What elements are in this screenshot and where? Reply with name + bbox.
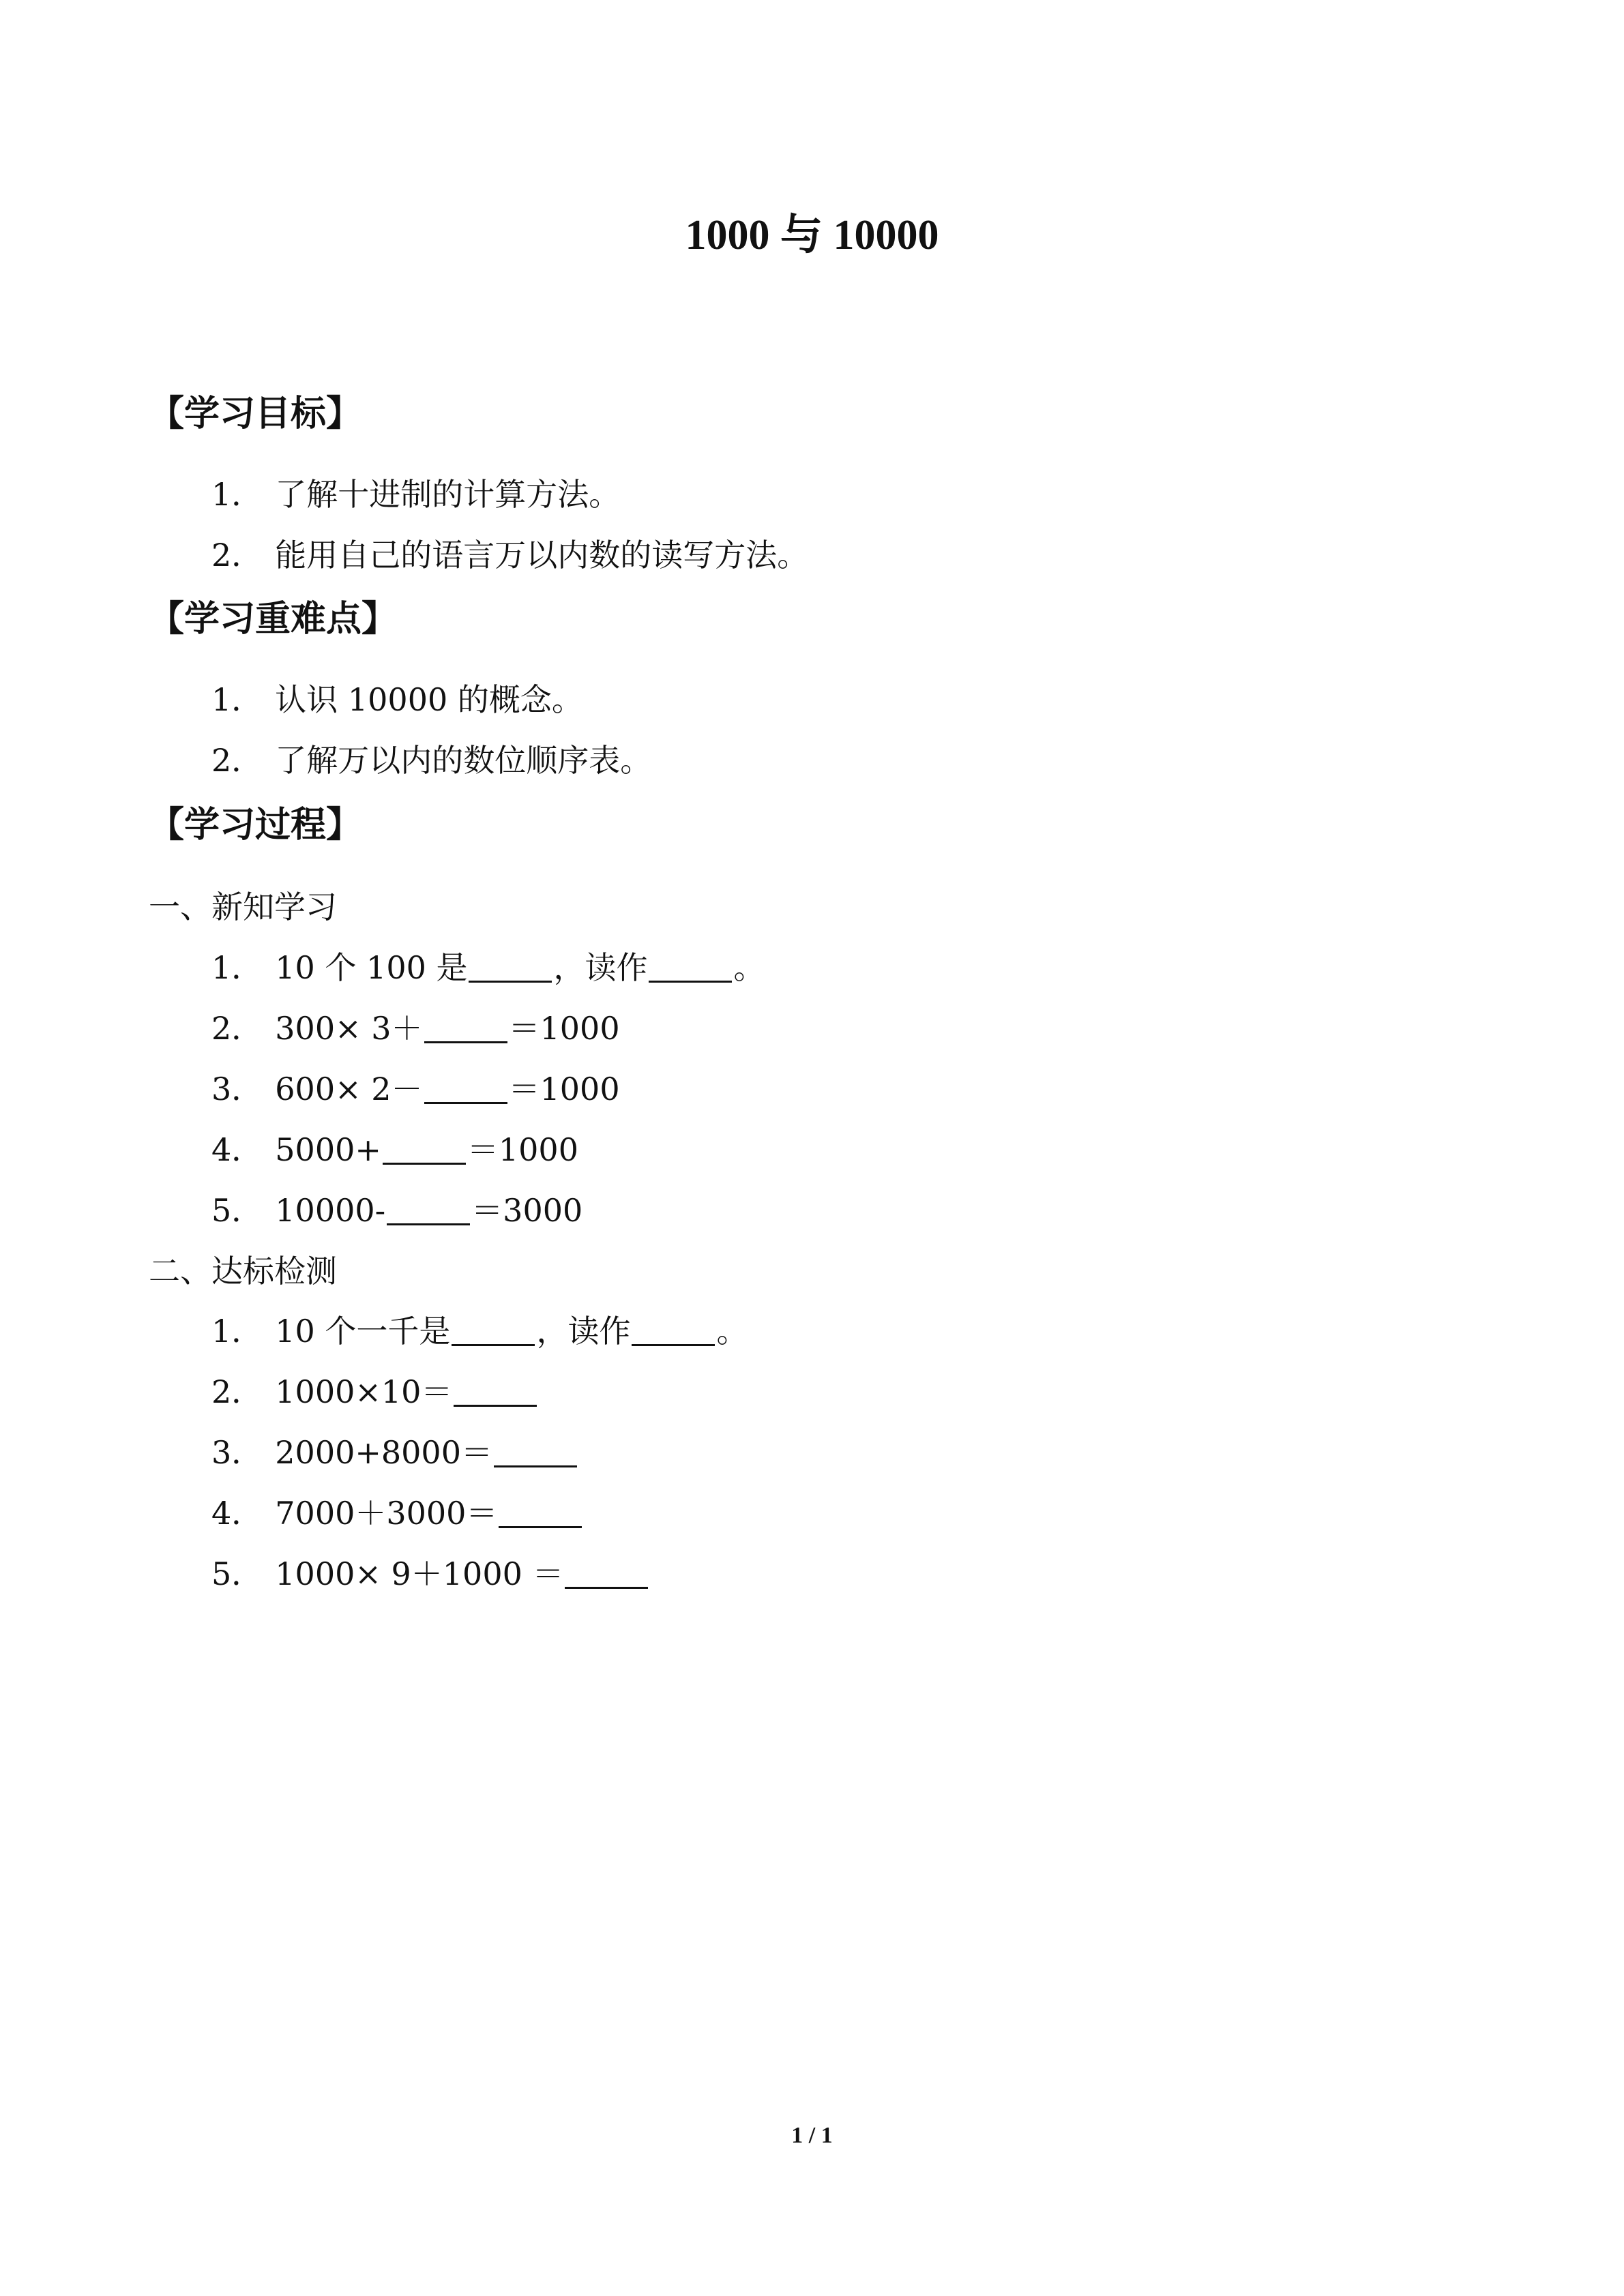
item-number: 1． bbox=[211, 949, 263, 986]
item-text: ＝1000 bbox=[508, 1071, 620, 1107]
section-heading-process: 【学习过程】 bbox=[149, 805, 362, 846]
answer-blank[interactable] bbox=[649, 951, 732, 983]
section-heading-goals: 【学习目标】 bbox=[149, 393, 362, 434]
item-text: 2000+8000＝ bbox=[275, 1434, 492, 1471]
item-text: ，读作 bbox=[553, 949, 648, 986]
item-number: 2． bbox=[211, 1373, 263, 1410]
item-text: ＝1000 bbox=[467, 1131, 578, 1168]
item-text: 了解十进制的计算方法。 bbox=[275, 476, 621, 513]
answer-blank[interactable] bbox=[424, 1072, 507, 1104]
section-heading-key-points: 【学习重难点】 bbox=[149, 599, 398, 640]
exercise-item bbox=[211, 1553, 649, 1594]
item-text: 1000× 9＋1000 ＝ bbox=[275, 1555, 564, 1592]
item-text: 。 bbox=[716, 1313, 748, 1350]
goal-item-2 bbox=[211, 535, 808, 576]
exercise-item bbox=[211, 947, 765, 988]
goal-item-1 bbox=[211, 474, 620, 515]
key-point-item-2 bbox=[211, 740, 651, 781]
exercise-item bbox=[211, 1069, 620, 1109]
item-text: 能用自己的语言万以内数的读写方法。 bbox=[275, 537, 809, 573]
part-heading-assessment: 二、达标检测 bbox=[149, 1253, 337, 1289]
item-text: 。 bbox=[733, 949, 765, 986]
item-text: ，读作 bbox=[536, 1313, 631, 1350]
item-text: 600× 2－ bbox=[275, 1071, 423, 1107]
document-title: 1000 与 10000 bbox=[685, 212, 939, 258]
item-number: 4． bbox=[211, 1131, 263, 1168]
item-number: 1． bbox=[211, 476, 263, 513]
answer-blank[interactable] bbox=[632, 1314, 715, 1346]
answer-blank[interactable] bbox=[454, 1375, 537, 1407]
exercise-item bbox=[211, 1190, 582, 1231]
exercise-item bbox=[211, 1129, 578, 1170]
answer-blank[interactable] bbox=[383, 1133, 466, 1165]
item-number: 1． bbox=[211, 1313, 263, 1350]
item-number: 5． bbox=[211, 1192, 263, 1229]
item-text: 5000+ bbox=[275, 1131, 381, 1168]
item-number: 5． bbox=[211, 1555, 263, 1592]
item-text: 10000- bbox=[275, 1192, 386, 1229]
item-text: 认识 10000 的概念。 bbox=[275, 681, 583, 718]
item-number: 3． bbox=[211, 1071, 263, 1107]
item-number: 4． bbox=[211, 1495, 263, 1532]
answer-blank[interactable] bbox=[452, 1314, 535, 1346]
answer-blank[interactable] bbox=[565, 1557, 648, 1589]
answer-blank[interactable] bbox=[424, 1011, 507, 1043]
item-text: 300× 3＋ bbox=[275, 1010, 423, 1047]
page-number: 1 / 1 bbox=[791, 2123, 833, 2148]
item-number: 2． bbox=[211, 1010, 263, 1047]
item-text: 1000×10＝ bbox=[275, 1373, 453, 1410]
item-text: ＝1000 bbox=[508, 1010, 620, 1047]
item-text: ＝3000 bbox=[471, 1192, 583, 1229]
answer-blank[interactable] bbox=[494, 1435, 577, 1467]
answer-blank[interactable] bbox=[469, 951, 552, 983]
exercise-item bbox=[211, 1493, 583, 1534]
item-text: 7000＋3000＝ bbox=[275, 1495, 498, 1532]
exercise-item bbox=[211, 1432, 578, 1473]
exercise-item bbox=[211, 1371, 538, 1412]
part-heading-new-knowledge: 一、新知学习 bbox=[149, 889, 337, 925]
answer-blank[interactable] bbox=[499, 1496, 582, 1528]
exercise-item bbox=[211, 1008, 620, 1049]
item-number: 1． bbox=[211, 681, 263, 718]
item-text: 10 个一千是 bbox=[275, 1313, 451, 1350]
exercise-item bbox=[211, 1311, 748, 1352]
answer-blank[interactable] bbox=[387, 1193, 470, 1225]
item-number: 2． bbox=[211, 742, 263, 779]
item-number: 2． bbox=[211, 537, 263, 573]
item-text: 10 个 100 是 bbox=[275, 949, 468, 986]
key-point-item-1 bbox=[211, 679, 583, 720]
item-text: 了解万以内的数位顺序表。 bbox=[275, 742, 652, 779]
item-number: 3． bbox=[211, 1434, 263, 1471]
